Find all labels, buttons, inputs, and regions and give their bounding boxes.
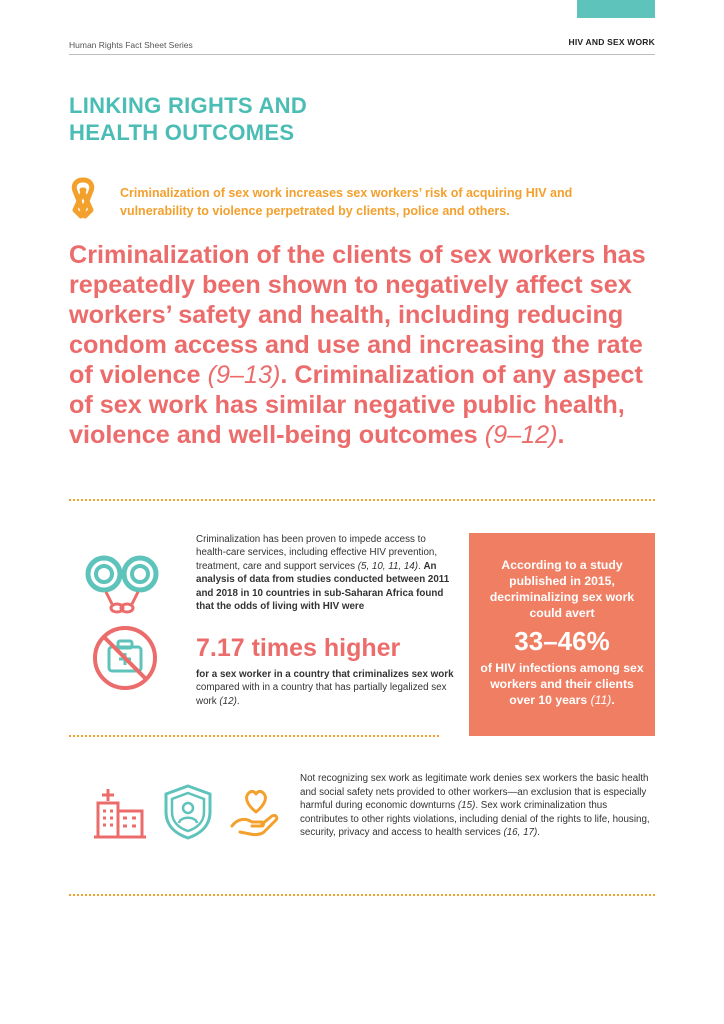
odds-explanation-text: compared with in a country that has partially legalized sex work bbox=[196, 682, 447, 707]
handcuffs-icon bbox=[82, 548, 162, 628]
awareness-ribbon-icon bbox=[65, 176, 101, 220]
access-intro-end: . bbox=[418, 560, 424, 572]
page-title-line2: HEALTH OUTCOMES bbox=[69, 120, 295, 145]
header-accent-tab bbox=[577, 0, 655, 18]
social-text: Not recognizing sex work as legitimate work denies sex workers the basic health and social safety nets provided to other workers—an exclusion that is especially harmful during economic downturns bbox=[300, 773, 649, 812]
page-title bbox=[69, 92, 489, 146]
study-statistic: 33–46% bbox=[514, 626, 610, 656]
series-title: Human Rights Fact Sheet Series bbox=[69, 40, 193, 50]
access-paragraph bbox=[196, 533, 458, 613]
study-tail-end: . bbox=[611, 693, 615, 707]
key-message-end: . bbox=[557, 421, 565, 449]
dotted-divider-2 bbox=[69, 735, 439, 737]
hospital-icon bbox=[92, 785, 148, 841]
social-citation: (15) bbox=[457, 800, 476, 812]
header-divider bbox=[69, 54, 655, 55]
dotted-divider bbox=[69, 499, 655, 501]
access-intro: Criminalization has been proven to impede access to health-care services, including effective HIV prevention, treatment, care and support services bbox=[196, 534, 438, 572]
dotted-divider-3 bbox=[69, 894, 655, 896]
no-health-care-icon bbox=[90, 623, 160, 693]
study-tail-text: of HIV infections among sex workers and their clients over 10 years bbox=[480, 661, 644, 707]
odds-explanation-citation: (12) bbox=[219, 695, 237, 707]
access-analysis: An analysis of data from studies conducted between 2011 and 2018 in 10 countries in sub-Saharan Africa found that the odds of living with HIV were bbox=[196, 560, 450, 613]
key-message bbox=[69, 240, 659, 450]
sheet-topic: HIV AND SEX WORK bbox=[568, 37, 655, 47]
odds-explanation bbox=[196, 668, 458, 708]
page-title-line1: LINKING RIGHTS AND bbox=[69, 93, 308, 118]
shield-person-icon bbox=[160, 782, 216, 842]
social-protection-paragraph bbox=[300, 772, 650, 840]
odds-statistic: 7.17 times higher bbox=[196, 634, 401, 662]
access-intro-citation: (5, 10, 11, 14) bbox=[357, 560, 419, 572]
social-citation-2: (16, 17) bbox=[503, 827, 538, 839]
social-text-end: . bbox=[537, 827, 540, 839]
key-message-citation: (9–13) bbox=[207, 361, 281, 389]
key-message-text-2: . Criminalization of any aspect of sex work has similar negative public health, violence and well-being outcomes bbox=[69, 361, 643, 449]
study-highlight-box bbox=[469, 533, 655, 736]
lead-statement: Criminalization of sex work increases sex workers’ risk of acquiring HIV and vulnerability to violence perpetrated by clients, police and others. bbox=[120, 186, 573, 218]
study-citation: (11) bbox=[590, 693, 612, 707]
key-message-citation-2: (9–12) bbox=[484, 421, 558, 449]
study-tail bbox=[479, 660, 645, 708]
odds-explanation-bold: for a sex worker in a country that criminalizes sex work bbox=[196, 669, 454, 680]
heart-in-hand-icon bbox=[228, 782, 284, 842]
key-message-text: Criminalization of the clients of sex workers has repeatedly been shown to negatively affect sex workers’ safety and health, including reducing condom access and use and increasing the rate of violence bbox=[69, 241, 646, 389]
odds-explanation-end: . bbox=[236, 695, 240, 707]
social-text-2: . Sex work criminalization thus contributes to other rights violations, including denial of the rights to life, housing, security, privacy and access to health services bbox=[300, 800, 650, 839]
study-lead: According to a study published in 2015, decriminalizing sex work could avert bbox=[489, 558, 635, 620]
